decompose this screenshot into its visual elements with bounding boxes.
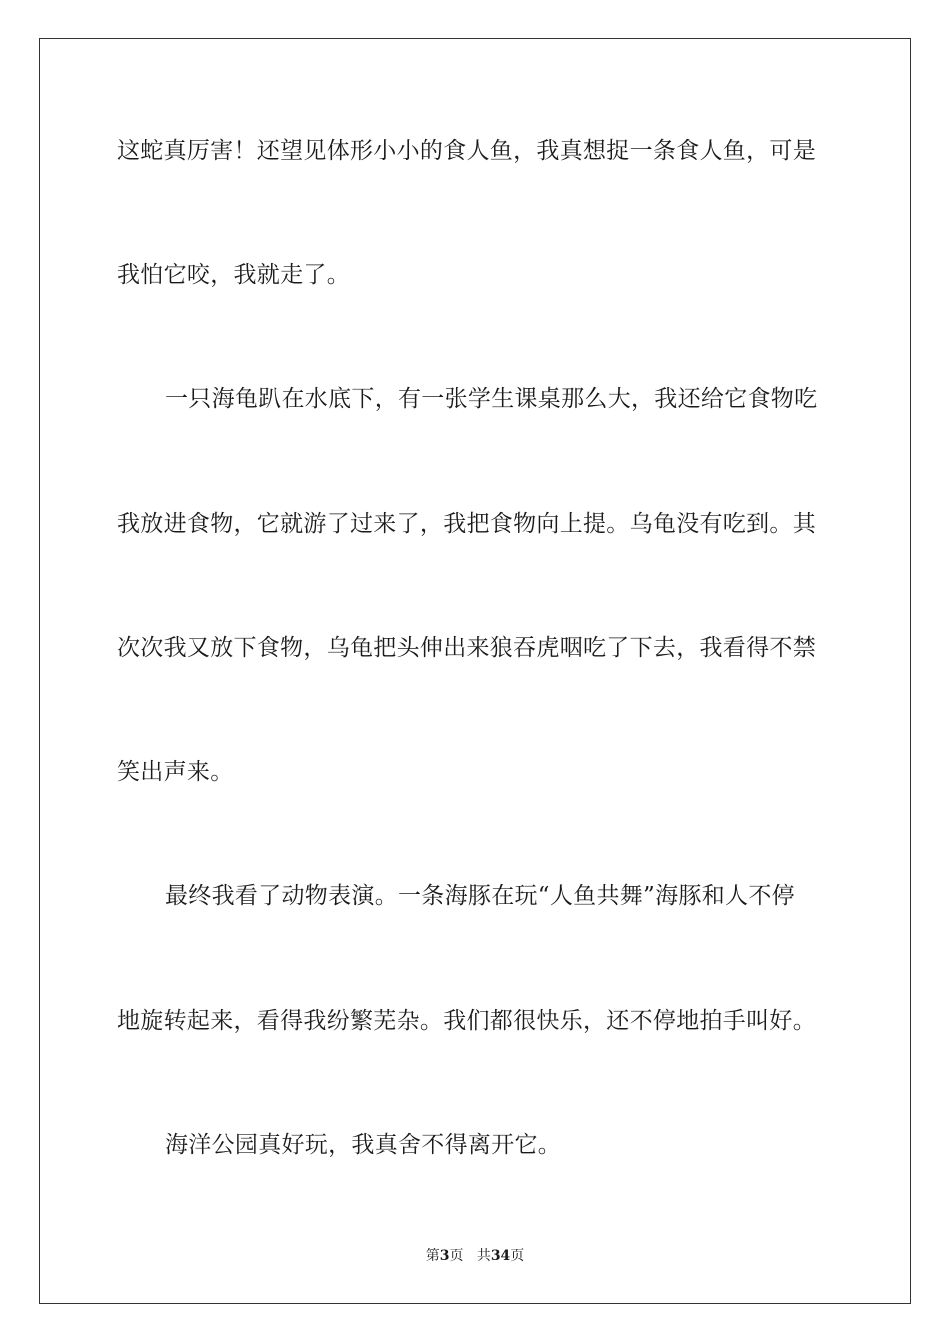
footer-total-prefix: 共 <box>476 1248 491 1264</box>
footer-total-suffix: 页 <box>510 1248 525 1264</box>
text-line-9: 海洋公园真好玩，我真舍不得离开它。 <box>165 1132 562 1158</box>
text-line-1: 这蛇真厉害！还望见体形小小的食人鱼，我真想捉一条食人鱼，可是 <box>117 138 816 164</box>
footer-page-suffix: 页 <box>449 1248 464 1264</box>
text-line-2: 我怕它咬，我就走了。 <box>117 262 350 288</box>
page-footer <box>0 1246 950 1266</box>
page-border <box>39 38 911 1304</box>
text-line-8: 地旋转起来，看得我纷繁芜杂。我们都很快乐，还不停地拍手叫好。 <box>117 1008 816 1034</box>
text-line-3: 一只海龟趴在水底下，有一张学生课桌那么大，我还给它食物吃 <box>165 386 818 412</box>
text-line-4: 我放进食物，它就游了过来了，我把食物向上提。乌龟没有吃到。其 <box>117 511 816 537</box>
footer-page-number: 3 <box>439 1248 450 1264</box>
text-line-7: 最终我看了动物表演。一条海豚在玩“人鱼共舞”海豚和人不停 <box>165 883 795 909</box>
text-line-6: 笑出声来。 <box>117 759 234 785</box>
text-line-5: 次次我又放下食物，乌龟把头伸出来狼吞虎咽吃了下去，我看得不禁 <box>117 635 816 661</box>
footer-total-pages: 34 <box>490 1248 511 1264</box>
footer-page-prefix: 第 <box>425 1248 440 1264</box>
